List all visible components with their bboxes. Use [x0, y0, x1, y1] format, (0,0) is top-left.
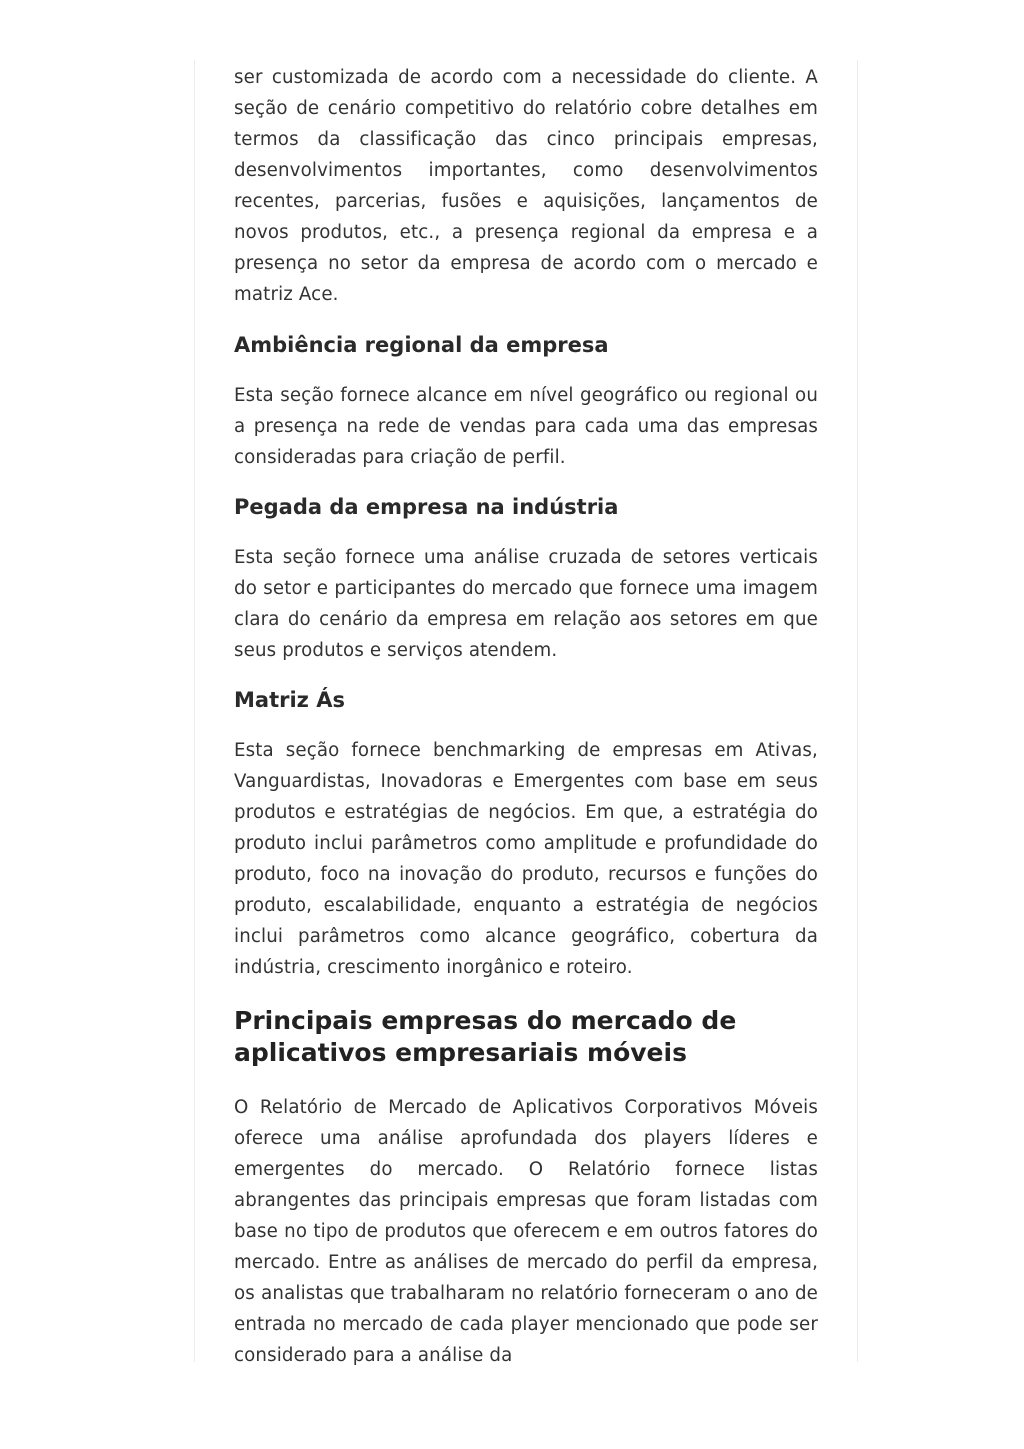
section-heading-industry-footprint: Pegada da empresa na indústria [234, 495, 619, 519]
section-heading-ace-matrix: Matriz Ás [234, 688, 345, 712]
section-body-industry-footprint: Esta seção fornece uma análise cruzada de setores verticais do setor e participantes do mercado que fornece uma imagem clara do cenário da empresa em relação aos setores em que seus produtos e serviços atendem. [234, 547, 818, 661]
main-section-body: O Relatório de Mercado de Aplicativos Corporativos Móveis oferece uma análise aprofundada dos players líderes e emergentes do mercado. O Relatório fornece listas abrangentes das principais empresas que foram listadas com base no tipo de produtos que oferecem e em outros fatores do mercado. Entre as análises de mercado do perfil da empresa, os analistas que trabalharam no relatório forneceram o ano de entrada no mercado de cada player mencionado que pode ser considerado para a análise da [234, 1097, 818, 1366]
intro-paragraph: ser customizada de acordo com a necessidade do cliente. A seção de cenário competitivo do relatório cobre detalhes em termos da classificação das cinco principais empresas, desenvolvimentos importantes, como desenvolvimentos recentes, parcerias, fusões e aquisições, lançamentos de novos produtos, etc., a presença regional da empresa e a presença no setor da empresa de acordo com o mercado e matriz Ace. [234, 67, 818, 305]
main-section-heading: Principais empresas do mercado de aplicativos empresariais móveis [234, 1006, 737, 1067]
section-heading-regional: Ambiência regional da empresa [234, 333, 609, 357]
article-content [234, 62, 818, 1371]
section-body-regional: Esta seção fornece alcance em nível geográfico ou regional ou a presença na rede de vendas para cada uma das empresas consideradas para criação de perfil. [234, 385, 818, 468]
section-body-ace-matrix: Esta seção fornece benchmarking de empresas em Ativas, Vanguardistas, Inovadoras e Emergentes com base em seus produtos e estratégias de negócios. Em que, a estratégia do produto inclui parâmetros como amplitude e profundidade do produto, foco na inovação do produto, recursos e funções do produto, escalabilidade, enquanto a estratégia de negócios inclui parâmetros como alcance geográfico, cobertura da indústria, crescimento inorgânico e roteiro. [234, 740, 818, 978]
